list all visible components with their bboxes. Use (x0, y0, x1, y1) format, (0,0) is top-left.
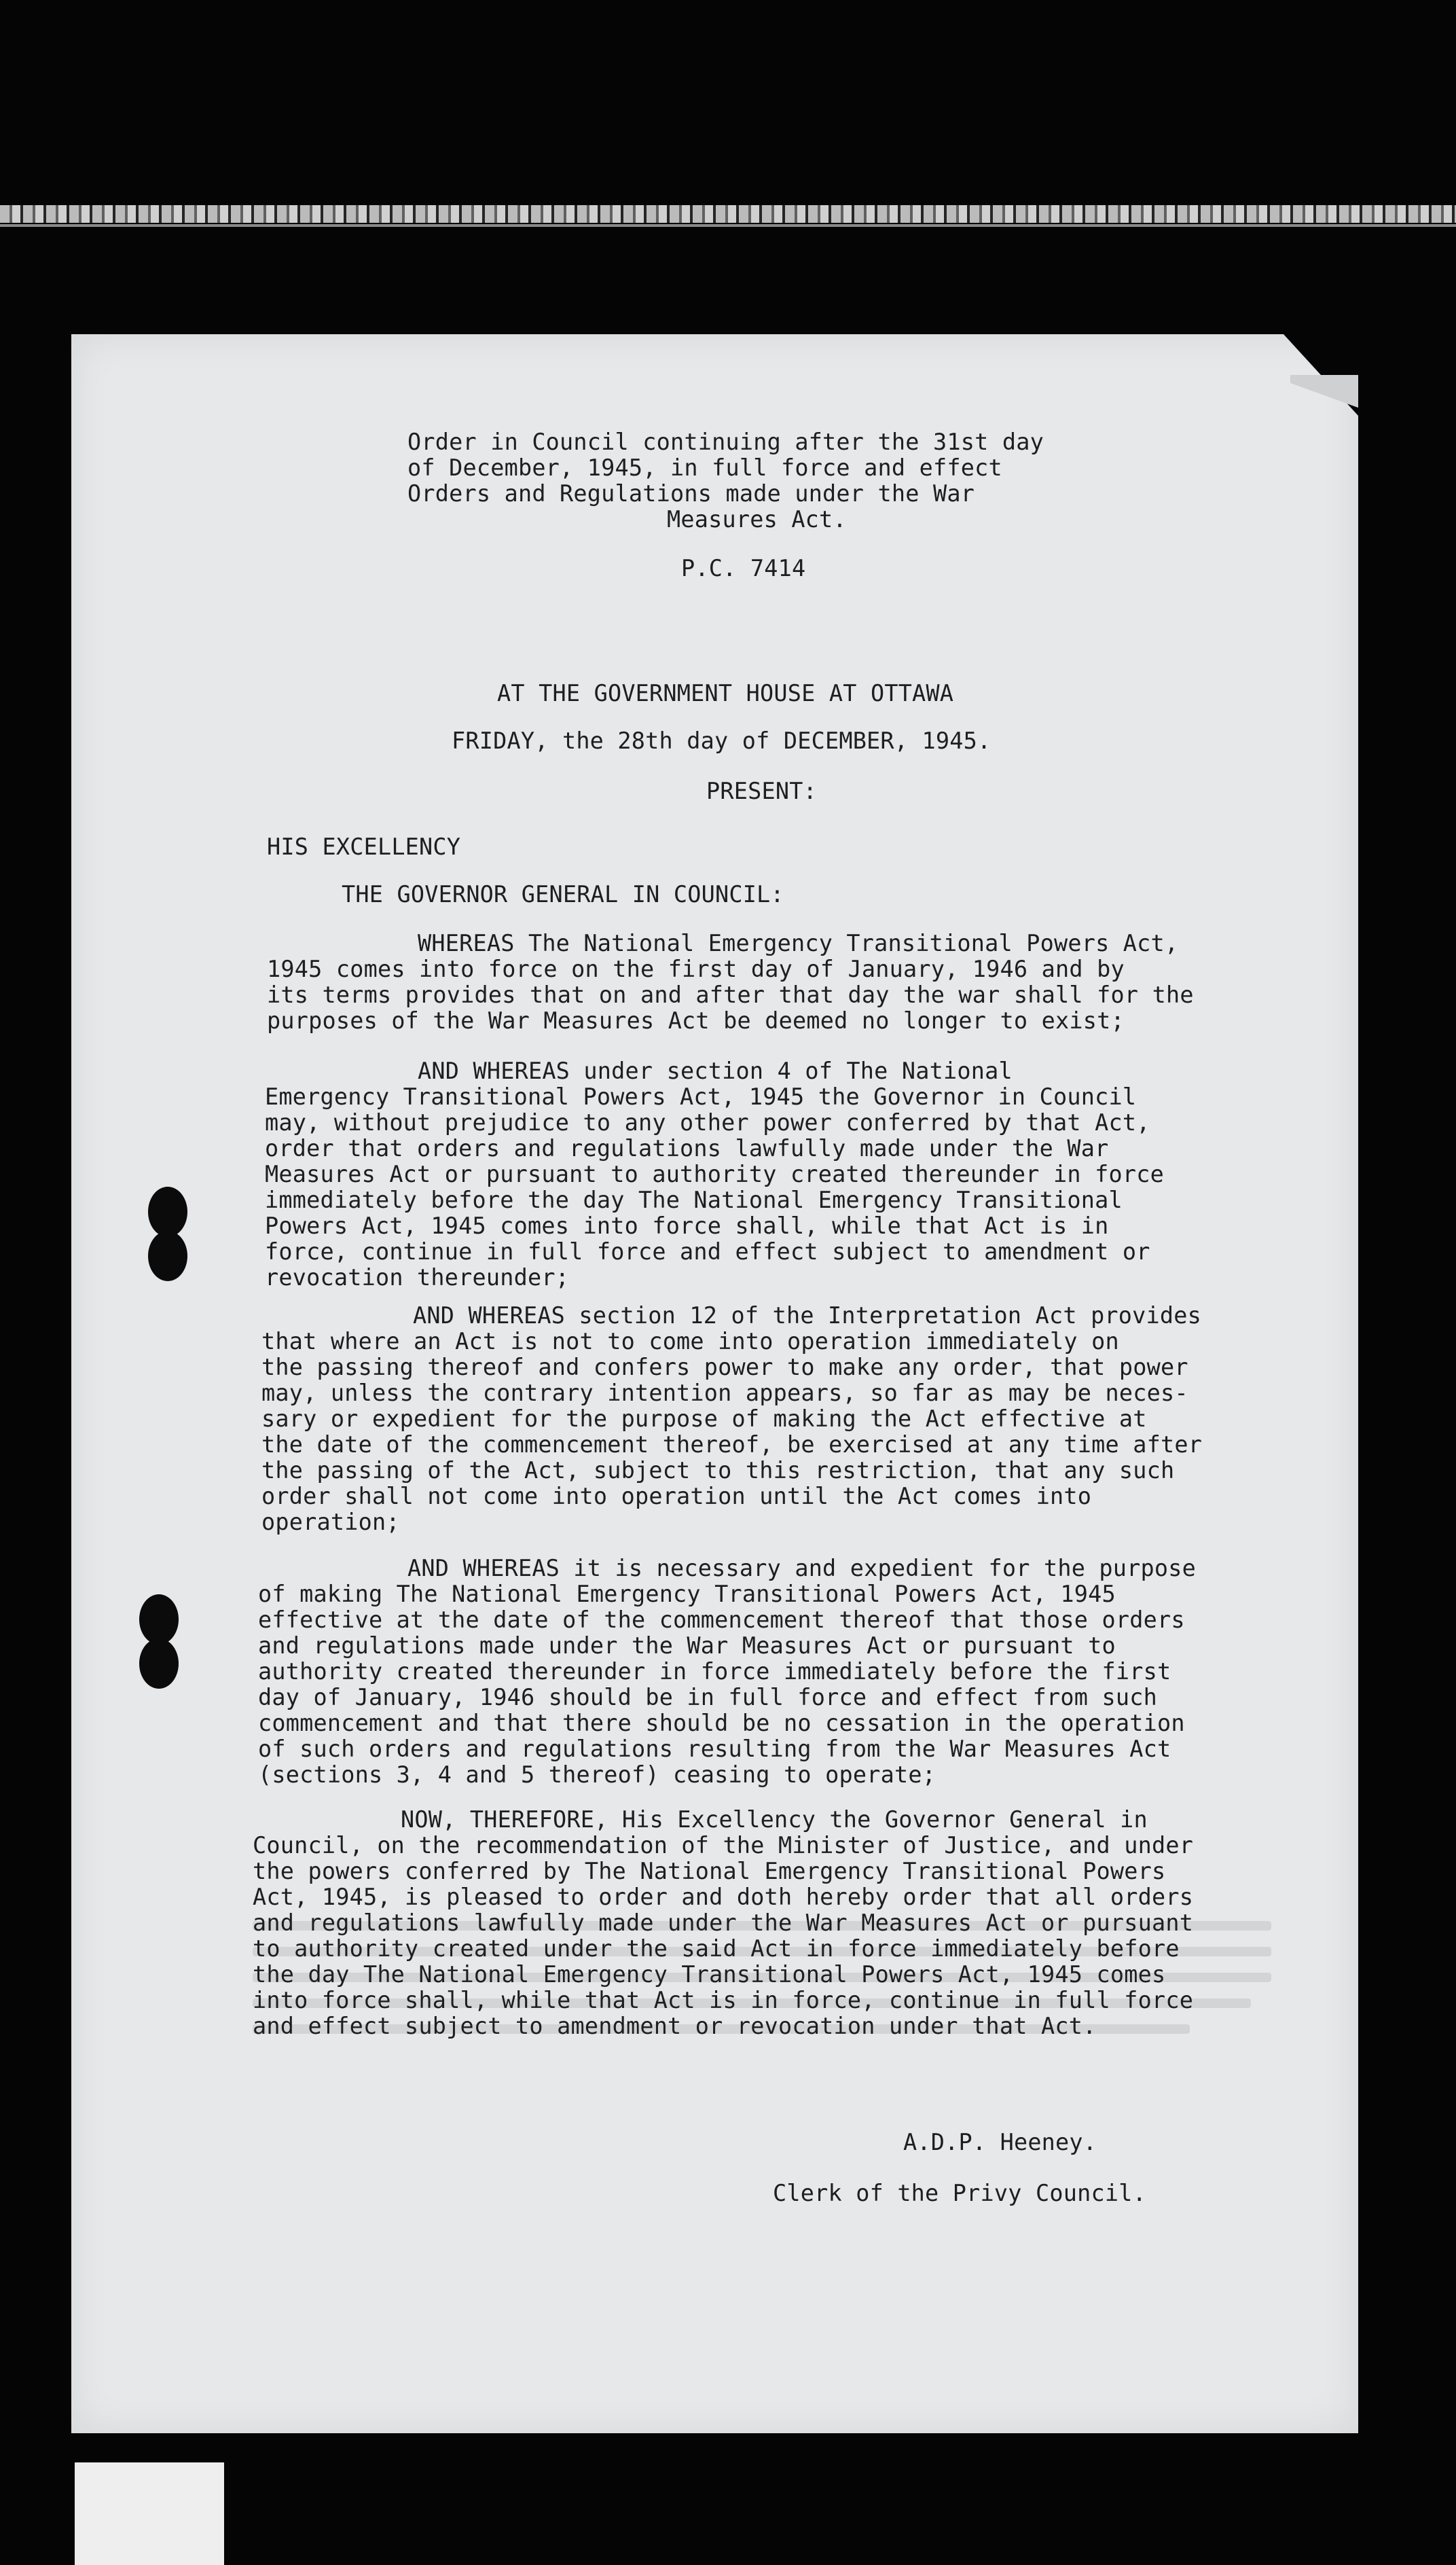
paragraph-line: revocation thereunder; (265, 1264, 570, 1291)
paragraph-line: (sections 3, 4 and 5 thereof) ceasing to operate; (258, 1761, 936, 1788)
paragraph-line: effective at the date of the commencement thereof that those orders (258, 1607, 1185, 1633)
paragraph-line: AND WHEREAS section 12 of the Interpretation Act provides (413, 1302, 1202, 1329)
paragraph-line: WHEREAS The National Emergency Transitional Powers Act, (418, 930, 1179, 956)
paragraph-line: may, without prejudice to any other power conferred by that Act, (265, 1109, 1150, 1136)
paragraph-line: and regulations lawfully made under the War Measures Act or pursuant (253, 1909, 1194, 1936)
place-line: AT THE GOVERNMENT HOUSE AT OTTAWA (497, 680, 954, 706)
present-line: PRESENT: (706, 778, 817, 804)
paragraph-line: force, continue in full force and effect subject to amendment or (265, 1238, 1150, 1265)
order-heading-line: Order in Council continuing after the 31st day (407, 429, 1044, 455)
paragraph-line: AND WHEREAS under section 4 of The National (418, 1058, 1013, 1084)
paragraph-line: of such orders and regulations resulting from the War Measures Act (258, 1736, 1171, 1762)
paragraph-line: Act, 1945, is pleased to order and doth hereby order that all orders (253, 1884, 1194, 1910)
punch-hole (148, 1187, 187, 1237)
scan-film-edge-line (0, 224, 1456, 227)
order-heading-line: Measures Act. (667, 506, 847, 533)
paragraph-line: 1945 comes into force on the first day of January, 1946 and by (267, 956, 1125, 982)
punch-hole (139, 1594, 179, 1645)
paragraph-line: of making The National Emergency Transitional Powers Act, 1945 (258, 1581, 1116, 1607)
paragraph-line: Powers Act, 1945 comes into force shall, while that Act is in (265, 1213, 1109, 1239)
governor-general-line: THE GOVERNOR GENERAL IN COUNCIL: (342, 881, 784, 908)
paragraph-line: and regulations made under the War Measures Act or pursuant to (258, 1632, 1116, 1659)
paragraph-line: Measures Act or pursuant to authority created thereunder in force (265, 1161, 1164, 1187)
paragraph-line: sary or expedient for the purpose of making the Act effective at (261, 1405, 1147, 1432)
paragraph-line: authority created thereunder in force immediately before the first (258, 1658, 1171, 1685)
paragraph-line: operation; (261, 1509, 400, 1535)
paragraph-line: AND WHEREAS it is necessary and expedient for the purpose (407, 1555, 1197, 1581)
paragraph-line: and effect subject to amendment or revocation under that Act. (253, 2013, 1097, 2039)
order-heading-line: Orders and Regulations made under the War (407, 480, 975, 507)
paragraph-line: Emergency Transitional Powers Act, 1945 the Governor in Council (265, 1083, 1137, 1110)
date-line: FRIDAY, the 28th day of DECEMBER, 1945. (452, 728, 991, 754)
paragraph-line: the day The National Emergency Transitional Powers Act, 1945 comes (253, 1961, 1166, 1988)
order-heading-line: of December, 1945, in full force and effect (407, 454, 1002, 481)
paragraph-line: NOW, THEREFORE, His Excellency the Governor General in (401, 1806, 1148, 1833)
punch-hole (139, 1638, 179, 1689)
scan-film-edge (0, 205, 1456, 223)
paragraph-line: the passing thereof and confers power to make any order, that power (261, 1354, 1188, 1380)
paragraph-line: the powers conferred by The National Emergency Transitional Powers (253, 1858, 1166, 1884)
order-reference-number: P.C. 7414 (681, 555, 806, 581)
paragraph-line: order that orders and regulations lawfully made under the War (265, 1135, 1109, 1162)
paragraph-line: immediately before the day The National Emergency Transitional (265, 1187, 1123, 1213)
his-excellency-line: HIS EXCELLENCY (267, 833, 461, 860)
paper-tab (75, 2462, 224, 2565)
paragraph-line: that where an Act is not to come into operation immediately on (261, 1328, 1119, 1355)
paragraph-line: commencement and that there should be no cessation in the operation (258, 1710, 1185, 1736)
paragraph-line: day of January, 1946 should be in full force and effect from such (258, 1684, 1157, 1710)
paragraph-line: order shall not come into operation until the Act comes into (261, 1483, 1092, 1509)
paragraph-line: the date of the commencement thereof, be exercised at any time after (261, 1431, 1203, 1458)
signature-title: Clerk of the Privy Council. (773, 2180, 1146, 2206)
paragraph-line: the passing of the Act, subject to this restriction, that any such (261, 1457, 1175, 1484)
paragraph-line: may, unless the contrary intention appears, so far as may be neces- (261, 1380, 1188, 1406)
paragraph-line: its terms provides that on and after that day the war shall for the (267, 982, 1194, 1008)
paragraph-line: to authority created under the said Act in force immediately before (253, 1935, 1180, 1962)
paragraph-line: purposes of the War Measures Act be deemed no longer to exist; (267, 1007, 1125, 1034)
folded-corner-shadow (1290, 375, 1358, 416)
paragraph-line: Council, on the recommendation of the Minister of Justice, and under (253, 1832, 1194, 1859)
paragraph-line: into force shall, while that Act is in force, continue in full force (253, 1987, 1194, 2013)
punch-hole (148, 1231, 187, 1281)
signature: A.D.P. Heeney. (903, 2129, 1097, 2155)
